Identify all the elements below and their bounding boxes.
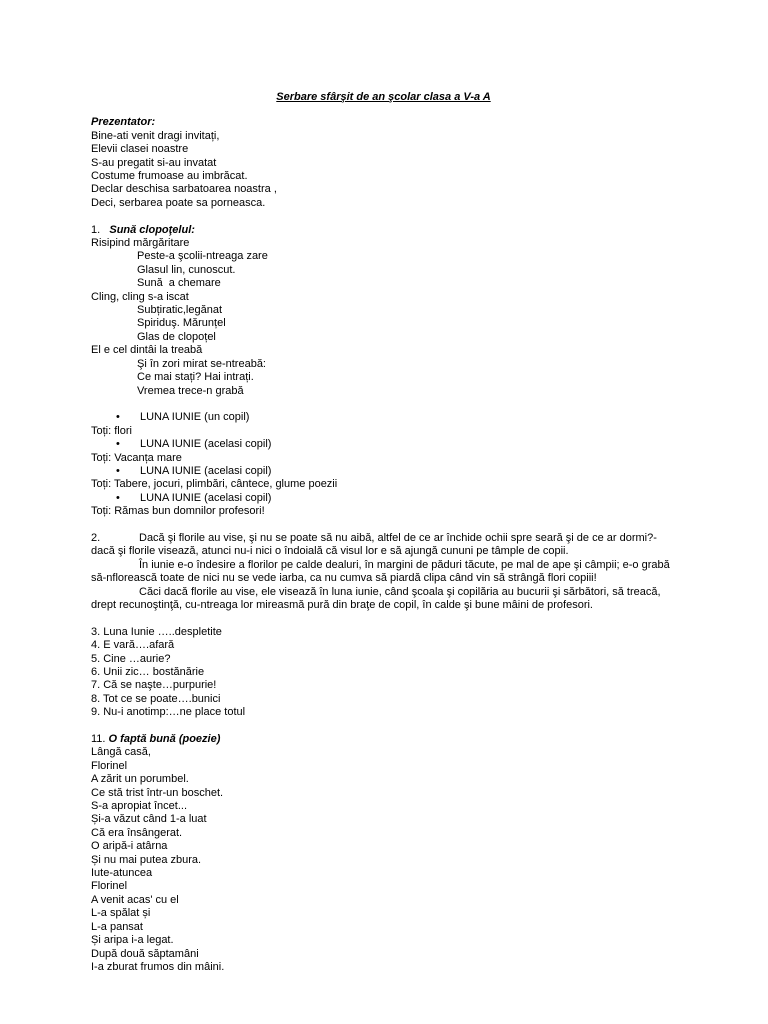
section-2-prose [91,532,691,612]
numbered-list [91,626,691,720]
bullet-text: LUNA IUNIE (acelasi copil) [140,438,272,451]
poem-line: I-a zburat frumos din mâini. [91,960,225,973]
prezentator-line: Deci, serbarea poate sa porneasca. [91,196,266,209]
poem-line: Sună a chemare [137,277,221,290]
prezentator-line: S-au pregatit si-au invatat [91,156,217,169]
poem-line: Vremea trece-n grabă [137,384,244,397]
prose-paragraph-1 [91,532,675,559]
bullet-text: LUNA IUNIE (un copil) [140,411,250,424]
section-1-heading: Sună clopoţelul: [109,223,195,236]
bullet-dot: • [116,491,120,504]
numbered-item: 5. Cine …aurie? [91,652,171,665]
poem-line: El e cel dintâi la treabă [91,344,203,357]
prose-paragraph-3: Căci dacă florile au vise, ele visează în luna iunie, când şcoala şi copilăria au bucurii şi sărbători, să treacă, drept recunoştinţă, cu-ntreaga lor mireasmă pură din braţe de copil, în calde şi bune mâini de profesori. [91,585,661,611]
prezentator-line: Bine-ati venit dragi invitați, [91,129,220,142]
section-1-poem [91,224,691,398]
bullet-item [91,492,691,505]
poem-line: Florinel [91,880,128,893]
luna-iunie-list [91,411,691,518]
bullet-item [91,465,691,478]
chorus-response: Toți: flori [91,424,132,437]
numbered-item: 4. E vară….afară [91,639,175,652]
poem-line: Și-a văzut când 1-a luat [91,813,207,826]
poem-line: Glasul lin, cunoscut. [137,263,236,276]
poem-line: Spiriduş. Mărunțel [137,317,226,330]
chorus-response: Toți: Tabere, jocuri, plimbări, cântece, glume poezii [91,478,338,491]
bullet-item [91,438,691,451]
prezentator-line: Declar deschisa sarbatoarea noastra , [91,183,277,196]
bullet-text: LUNA IUNIE (acelasi copil) [140,464,272,477]
document-title: Serbare sfârşit de an şcolar clasa a V-a A [276,91,491,103]
prezentator-line: Elevii clasei noastre [91,143,189,156]
document-page [91,91,691,974]
section-number: 2. [91,531,101,544]
poem-line: S-a apropiat încet... [91,800,187,813]
poem-line: După două săptamâni [91,947,199,960]
poem-11-lines [91,746,691,974]
prose-text: Dacă şi florile au vise, şi nu se poate să nu aibă, altfel de ce ar închide ochii spre seară şi de ce ar dormi?- dacă şi florile visează, atunci nu-i nici o îndoială că visul lor e să ajungă cununi pe tâmple de copii. [91,531,657,558]
bullet-dot: • [116,438,120,451]
poem-line: Ce mai stați? Hai intrați. [137,371,254,384]
chorus-response: Toți: Rămas bun domnilor profesori! [91,505,265,518]
numbered-item: 8. Tot ce se poate….bunici [91,692,221,705]
bullet-text: LUNA IUNIE (acelasi copil) [140,491,272,504]
poem-line: Glas de clopoțel [137,330,216,343]
poem-1-lines [91,237,691,398]
section-11-heading: O faptă bună (poezie) [108,733,221,746]
poem-line: Lângă casă, [91,746,151,759]
section-11-poem [91,733,691,974]
poem-line: L-a pansat [91,920,143,933]
poem-line: L-a spălat și [91,907,151,920]
poem-line: Ce stă trist într-un boschet. [91,786,224,799]
section-number: 11. [91,733,106,746]
poem-line: O aripă-i atârna [91,840,168,853]
bullet-item [91,411,691,424]
prose-paragraph-2: În iunie e-o îndesire a florilor pe calde dealuri, în margini de păduri tăcute, pe mal de ape şi câmpii; e-o grabă să-nflorească toate de nici nu se vede iarba, ca nu cumva să piardă clipa când vin să strângă flori copiii! [91,558,670,585]
poem-line: Cling, cling s-a iscat [91,290,189,303]
prezentator-section [91,116,691,210]
poem-line: Iute-atuncea [91,867,153,880]
numbered-item: 9. Nu-i anotimp:…ne place totul [91,706,246,719]
poem-line: Şi în zori mirat se-ntreabă: [137,357,266,370]
poem-line: Risipind mărgăritare [91,237,190,250]
prezentator-line: Costume frumoase au imbrăcat. [91,170,248,183]
numbered-item: 6. Unii zic… bostănărie [91,666,205,678]
poem-line: Și nu mai putea zbura. [91,853,202,866]
poem-line: Și aripa i-a legat. [91,934,174,947]
prezentator-heading: Prezentator: [91,116,156,129]
poem-line: Că era însângerat. [91,826,183,839]
poem-line: Florinel [91,759,128,772]
poem-line: A venit acas' cu el [91,893,179,906]
poem-line: Subțiratic,legănat [137,304,222,317]
chorus-response: Toți: Vacanța mare [91,451,182,464]
section-1-heading-line [91,224,691,237]
bullet-dot: • [116,464,120,477]
section-number: 1. [91,223,101,236]
numbered-item: 3. Luna Iunie …..despletite [91,625,222,638]
poem-line: Peste-a şcolii-ntreaga zare [137,250,268,263]
poem-line: A zărit un porumbel. [91,773,189,786]
bullet-dot: • [116,411,120,424]
section-11-heading-line [91,733,691,746]
numbered-item: 7. Că se naşte…purpurie! [91,679,217,692]
